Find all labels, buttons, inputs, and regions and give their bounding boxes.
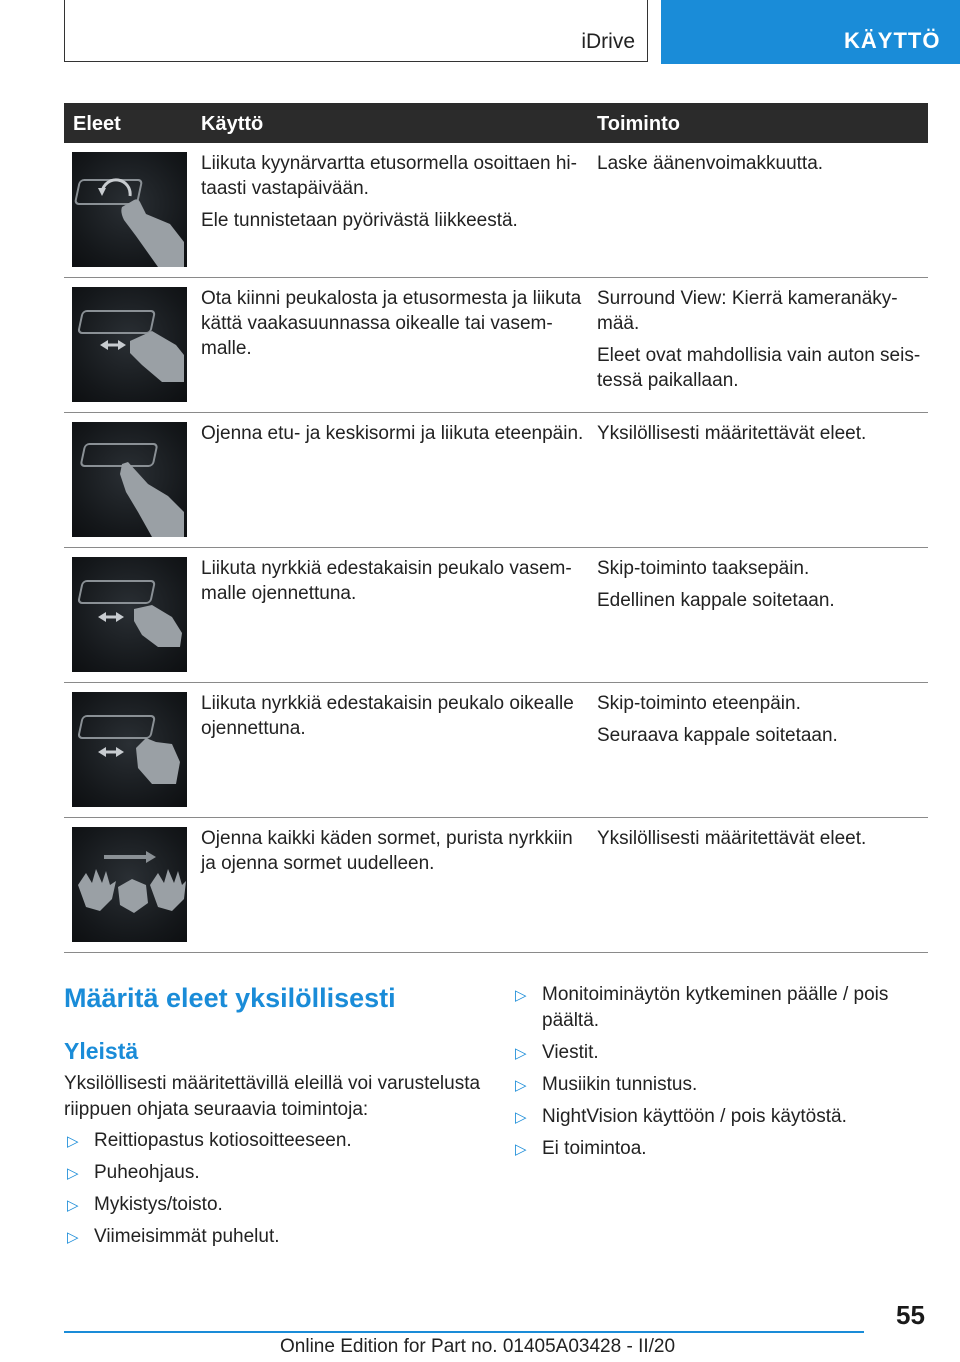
usage-text: Liikuta kyynärvartta etusormella osoittaen hi-taasti vastapäivään. — [201, 153, 577, 199]
function-cell — [597, 421, 927, 453]
table-row — [64, 548, 928, 683]
open-fist-open-gesture-icon — [72, 827, 187, 942]
list-item: ▷ Monitoiminäytön kytkeminen päälle / pois päältä. — [515, 984, 889, 1031]
column-header-gestures: Eleet — [73, 113, 121, 135]
usage-text: Liikuta nyrkkiä edestakaisin peukalo oikealle ojennettuna. — [201, 693, 574, 739]
fist-thumb-left-gesture-icon — [72, 557, 187, 672]
bullet-triangle-icon: ▷ — [67, 1197, 79, 1214]
bullet-triangle-icon: ▷ — [67, 1165, 79, 1182]
usage-text: Ojenna etu- ja keskisormi ja liikuta eteenpäin. — [201, 423, 584, 444]
function-text: Seuraava kappale soitetaan. — [597, 725, 838, 746]
list-item: ▷ Musiikin tunnistus. — [512, 1072, 922, 1098]
list-item: ▷ NightVision käyttöön / pois käytöstä. — [512, 1104, 922, 1130]
bullet-triangle-icon: ▷ — [515, 987, 527, 1004]
list-item: ▷ Reittiopastus kotiosoitteeseen. — [64, 1128, 484, 1154]
table-row — [64, 413, 928, 548]
usage-cell — [201, 826, 585, 883]
usage-cell — [201, 421, 585, 453]
usage-text: Liikuta nyrkkiä edestakaisin peukalo vasem-malle ojennettuna. — [201, 558, 572, 604]
table-row — [64, 143, 928, 278]
table-header — [64, 103, 928, 143]
function-cell — [597, 691, 927, 755]
function-text: Yksilöllisesti määritettävät eleet. — [597, 828, 867, 849]
bullet-triangle-icon: ▷ — [515, 1141, 527, 1158]
list-item: ▷ Viestit. — [512, 1040, 922, 1066]
usage-cell — [201, 286, 585, 368]
usage-text: Ele tunnistetaan pyörivästä liikkeestä. — [201, 210, 518, 231]
list-item: ▷ Puheohjaus. — [64, 1160, 484, 1186]
column-header-usage: Käyttö — [201, 113, 264, 135]
list-item: ▷ Viimeisimmät puhelut. — [64, 1224, 484, 1250]
header-chapter-tab — [661, 0, 960, 64]
function-text: Surround View: Kierrä kameranäky-mää. — [597, 288, 898, 334]
section-heading: Määritä eleet yksilöllisesti — [64, 983, 396, 1013]
function-list-left — [64, 1128, 484, 1256]
bullet-triangle-icon: ▷ — [515, 1077, 527, 1094]
function-text: Eleet ovat mahdollisia vain auton seis-tessä paikallaan. — [597, 345, 921, 391]
function-text: Laske äänenvoimakkuutta. — [597, 153, 824, 174]
section-intro: Yksilöllisesti määritettävillä eleillä voi varustelusta riippuen ohjata seuraavia toimintoja: — [64, 1073, 481, 1120]
function-text: Skip-toiminto eteenpäin. — [597, 693, 801, 714]
fist-thumb-right-gesture-icon — [72, 692, 187, 807]
section-subheading: Yleistä — [64, 1038, 139, 1064]
bullet-triangle-icon: ▷ — [515, 1109, 527, 1126]
usage-text: Ojenna kaikki käden sormet, purista nyrkkiin ja ojenna sormet uudelleen. — [201, 828, 573, 874]
table-row — [64, 818, 928, 953]
function-text: Edellinen kappale soitetaan. — [597, 590, 835, 611]
bullet-triangle-icon: ▷ — [67, 1133, 79, 1150]
footer-divider — [64, 1331, 864, 1333]
function-text: Yksilöllisesti määritettävät eleet. — [597, 423, 867, 444]
footer-edition-text: Online Edition for Part no. 01405A03428 - II/20 — [280, 1336, 676, 1357]
column-header-function: Toiminto — [597, 113, 680, 135]
function-cell — [597, 556, 927, 620]
usage-cell — [201, 151, 585, 240]
pinch-swipe-gesture-icon — [72, 287, 187, 402]
usage-cell — [201, 556, 585, 613]
usage-text: Ota kiinni peukalosta ja etusormesta ja liikuta kättä vaakasuunnassa oikealle tai vasem-malle. — [201, 288, 582, 359]
bullet-triangle-icon: ▷ — [67, 1229, 79, 1246]
gesture-table — [64, 103, 928, 953]
table-row — [64, 278, 928, 413]
function-list-right — [512, 982, 922, 1168]
function-cell — [597, 286, 927, 400]
function-cell — [597, 826, 927, 858]
usage-cell — [201, 691, 585, 748]
two-finger-point-gesture-icon — [72, 422, 187, 537]
bullet-triangle-icon: ▷ — [515, 1045, 527, 1062]
header-section-label: iDrive — [581, 30, 635, 53]
page-number: 55 — [896, 1300, 925, 1330]
header-chapter-label: KÄYTTÖ — [844, 28, 941, 53]
rotate-finger-gesture-icon — [72, 152, 187, 267]
function-text: Skip-toiminto taaksepäin. — [597, 558, 810, 579]
list-item: ▷ Mykistys/toisto. — [64, 1192, 484, 1218]
function-cell — [597, 151, 927, 183]
list-item: ▷ Ei toimintoa. — [512, 1136, 922, 1162]
header-section-box — [64, 0, 648, 62]
table-row — [64, 683, 928, 818]
